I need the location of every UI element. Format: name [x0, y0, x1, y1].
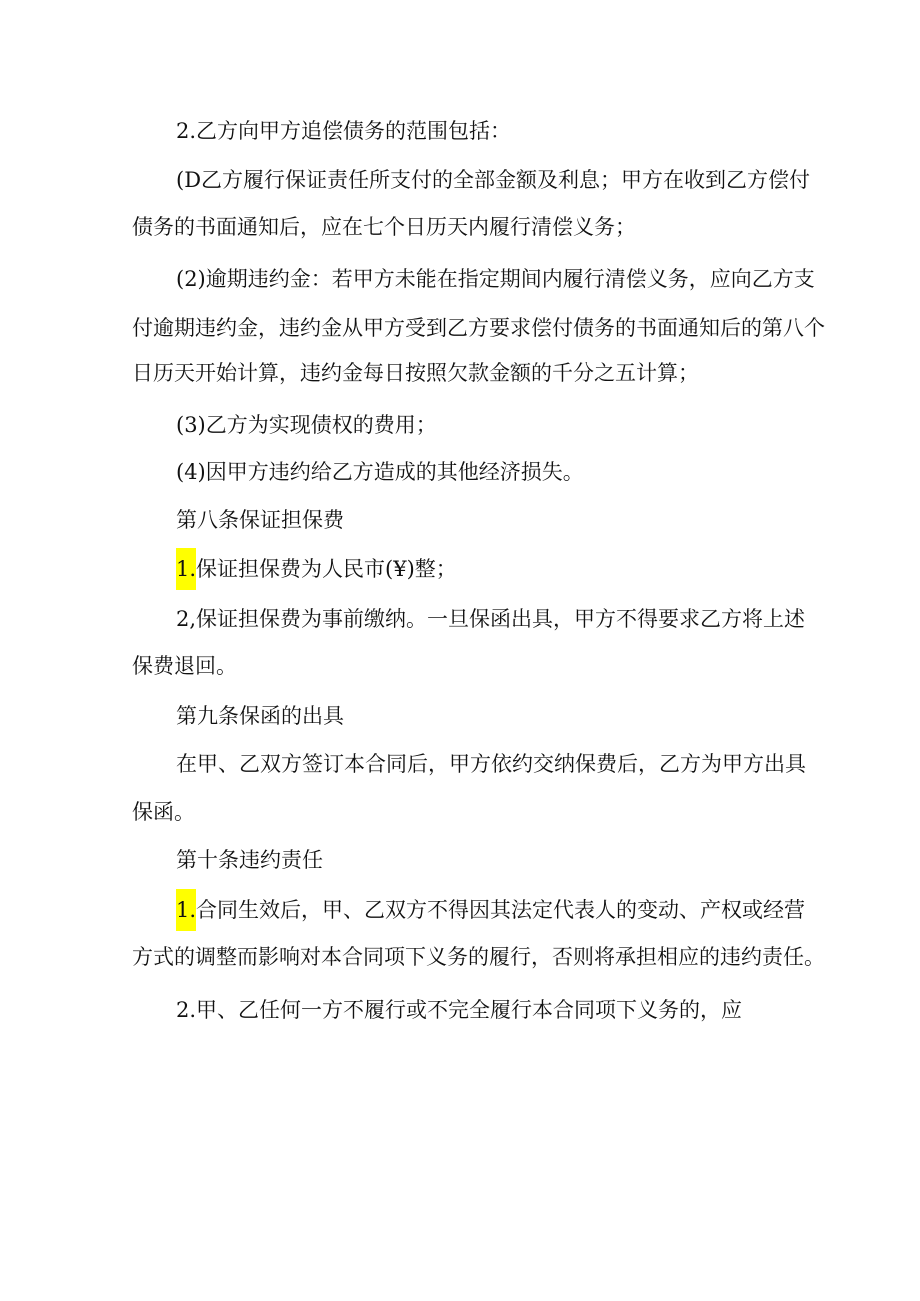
section-heading: 第九条保函的出具 — [176, 704, 344, 728]
paragraph-text: 合同生效后，甲、乙双方不得因其法定代表人的变动、产权或经营 — [196, 898, 806, 922]
paragraph-line: 方式的调整而影响对本合同项下义务的履行，否则将承担相应的违约责任。 — [132, 945, 825, 969]
highlighted-item-number: 1. — [176, 548, 196, 590]
paragraph-line: 2,保证担保费为事前缴纳。一旦保函出具，甲方不得要求乙方将上述 — [176, 607, 806, 631]
paragraph-line: 2.甲、乙任何一方不履行或不完全履行本合同项下义务的，应 — [176, 998, 743, 1022]
paragraph-line: 债务的书面通知后，应在七个日历天内履行清偿义务； — [132, 215, 636, 239]
paragraph-line — [176, 554, 457, 584]
paragraph-line: 日历天开始计算，违约金每日按照欠款金额的千分之五计算； — [132, 361, 699, 385]
paragraph-text: 保证担保费为人民市(¥)整； — [196, 557, 457, 581]
paragraph-line — [176, 895, 805, 925]
section-heading: 第十条违约责任 — [176, 848, 323, 872]
paragraph-line: (D乙方履行保证责任所支付的全部金额及利息；甲方在收到乙方偿付 — [176, 168, 811, 192]
paragraph-line: 保函。 — [132, 800, 195, 824]
paragraph-line: 付逾期违约金，违约金从甲方受到乙方要求偿付债务的书面通知后的第八个 — [132, 316, 825, 340]
paragraph-line: 保费退回。 — [132, 654, 237, 678]
highlighted-item-number: 1. — [176, 889, 196, 931]
paragraph-line: (2)逾期违约金：若甲方未能在指定期间内履行清偿义务，应向乙方支 — [176, 267, 815, 291]
paragraph-line: (3)乙方为实现债权的费用； — [176, 413, 437, 437]
section-heading: 第八条保证担保费 — [176, 508, 344, 532]
paragraph-line: 2.乙方向甲方追偿债务的范围包括： — [176, 119, 512, 143]
paragraph-line: (4)因甲方违约给乙方造成的其他经济损失。 — [176, 460, 584, 484]
paragraph-line: 在甲、乙双方签订本合同后，甲方依约交纳保费后，乙方为甲方出具 — [176, 752, 806, 776]
